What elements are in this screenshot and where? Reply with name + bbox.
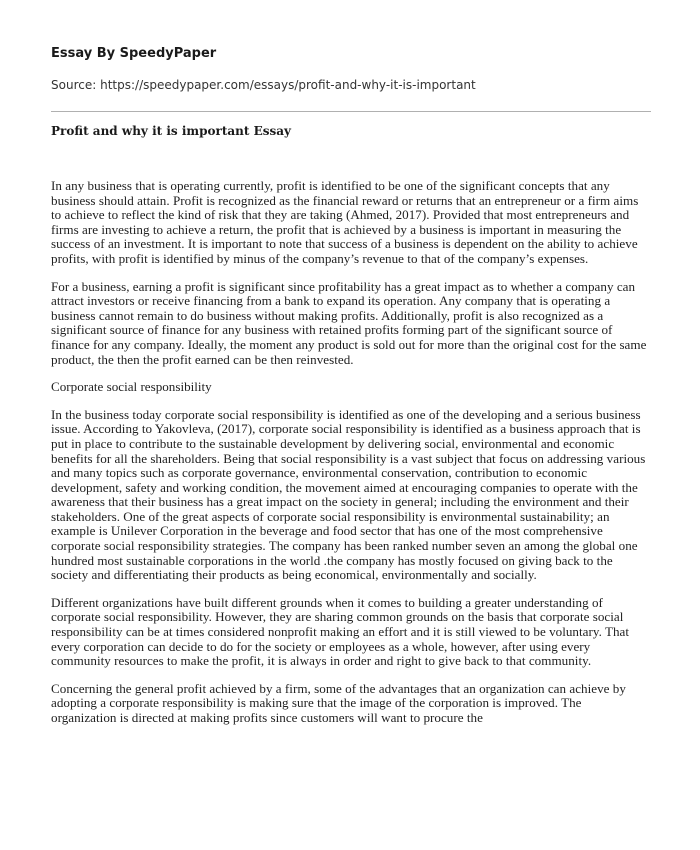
section-heading: Corporate social responsibility [51,379,212,395]
source-line [51,78,649,93]
essay-paragraph: Concerning the general profit achieved by a firm, some of the advantages that an organization can achieve by adopting a corporate responsibility is making sure that the image of the corporation is improved. The organization is directed at making profits since customers will want to procure the [51,680,626,725]
source-label: Source: [51,78,97,92]
essay-body [51,179,649,726]
essay-title: Profit and why it is important Essay [51,124,291,138]
site-header-title: Essay By SpeedyPaper [51,46,217,61]
source-url: https://speedypaper.com/essays/profit-and-why-it-is-important [100,78,476,92]
essay-paragraph: In any business that is operating currently, profit is identified to be one of the significant concepts that any business should attain. Profit is recognized as the financial reward or returns that an entrepreneur or a firm aims to achieve to reflect the kind of risk that they are taking (Ahmed, 2017). Provided that most entrepreneurs and firms are investing to achieve a return, the profit that is achieved by a business is important in measuring the success of an investment. It is important to note that success of a business is dependent on the ability to achieve profits, with profit is identified by minus of the company’s revenue to that of the company’s expenses. [51,178,639,266]
essay-paragraph: Different organizations have built different grounds when it comes to building a greater understanding of corporate social responsibility. However, they are sharing common grounds on the basis that corporate social responsibility can be at times considered nonprofit making an effort and it is still viewed to be voluntary. That every corporation can decide to do for the society or employees as a whole, however, after using every community resources to make the profit, it is always in order and right to give back to that community. [51,594,630,669]
essay-paragraph: In the business today corporate social responsibility is identified as one of the developing and a serious business issue. According to Yakovleva, (2017), corporate social responsibility is identified as a business approach that is put in place to contribute to the sustainable development by delivering social, environmental and economic benefits for all the shareholders. Being that social responsibility is a vast subject that focus on addressing various and many topics such as corporate governance, environmental conservation, contribution to economic development, safety and working condition, the movement aimed at encouraging companies to operate with the awareness that their business has a great impact on the society in general; including the environment and their stakeholders. One of the great aspects of corporate social responsibility is environmental sustainability; an example is Unilever Corporation in the beverage and food sector that has one of the most comprehensive corporate social responsibility strategies. The company has been ranked number seven an among the global one hundred most sustainable corporations in the world .the company has mostly focused on giving back to the society and differentiating their products as being economical, environmentally and socially. [51,406,646,583]
header-divider [51,111,651,112]
essay-paragraph: For a business, earning a profit is significant since profitability has a great impact as to whether a company can attract investors or receive financing from a bank to expand its operation. Any company that is operating a business cannot remain to do business without making profits. Additionally, profit is also recognized as a significant source of finance for any business with retained profits forming part of the significant source of finance for any company. Ideally, the moment any product is sold out for more than the original cost for the same product, the then the profit earned can be then reinvested. [51,278,647,367]
